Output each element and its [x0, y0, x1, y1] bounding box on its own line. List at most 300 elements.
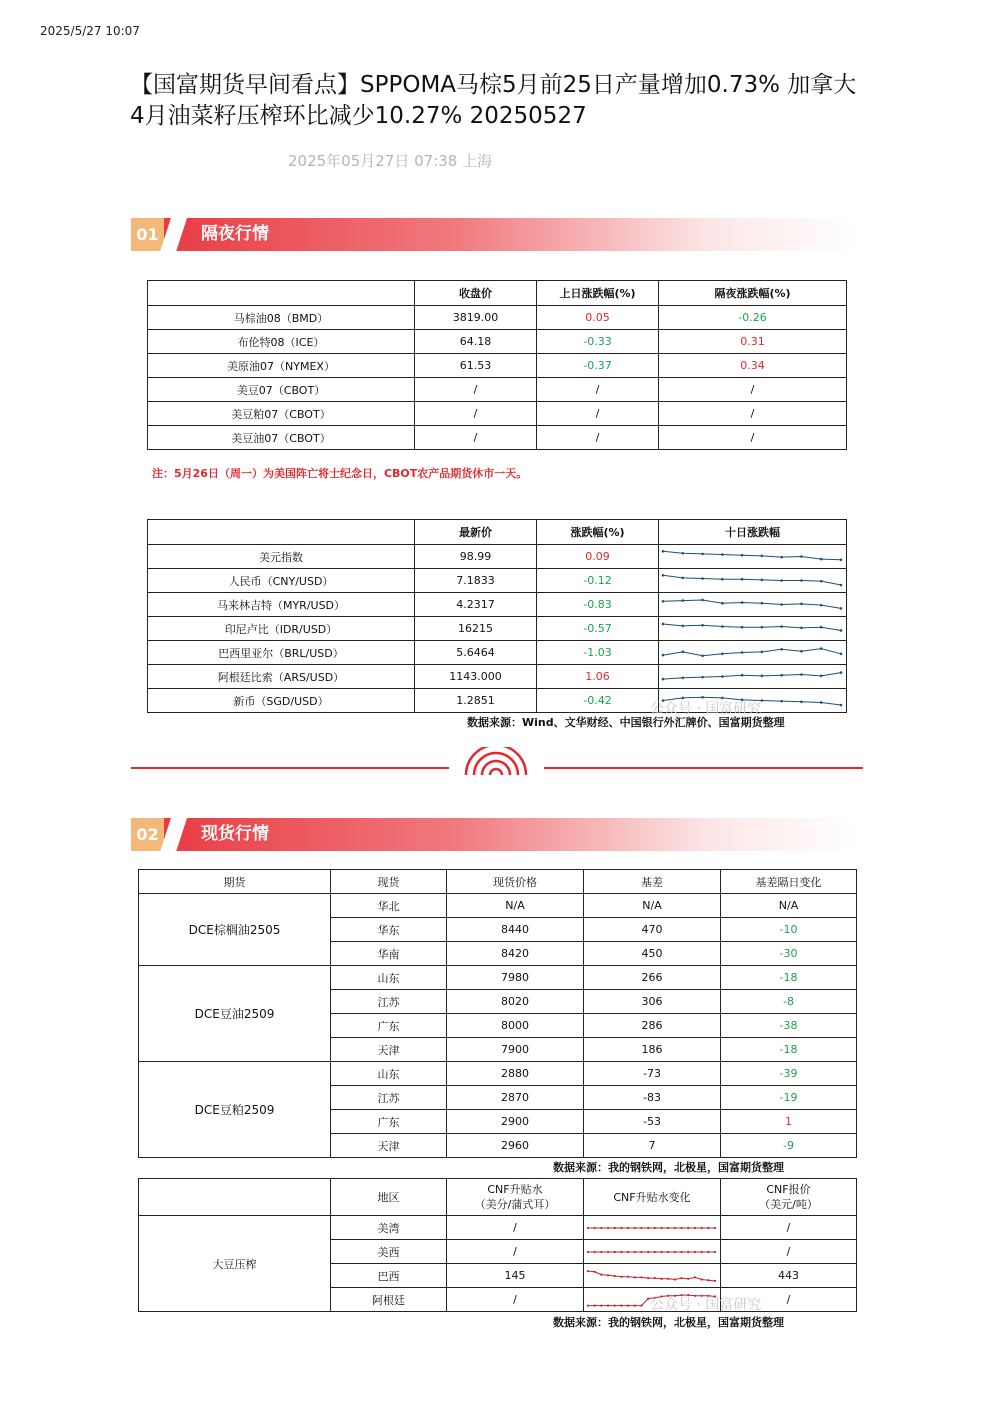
- sparkline-point: [840, 607, 843, 610]
- latest-price-cell: 4.2317: [415, 593, 537, 617]
- night-change-cell: 0.31: [659, 330, 847, 354]
- ten-day-trend-cell: [659, 545, 847, 569]
- sparkline-point: [820, 647, 823, 650]
- sparkline-point: [707, 1279, 709, 1281]
- close-price-cell: /: [415, 402, 537, 426]
- region-cell: 华北: [331, 894, 447, 918]
- basis-change-cell: -18: [721, 966, 857, 990]
- cnf-trend-cell: [584, 1264, 721, 1288]
- sparkline-point: [701, 654, 704, 657]
- sparkline-point: [614, 1250, 616, 1252]
- overnight-table: [147, 280, 847, 450]
- sparkline-point: [594, 1226, 596, 1228]
- header-cell: 地区: [331, 1179, 447, 1216]
- sparkline-point: [687, 1250, 689, 1252]
- section-divider-shape: [160, 818, 187, 851]
- spot-price-cell: 7900: [447, 1038, 584, 1062]
- section-number: 01: [131, 218, 164, 251]
- sparkline-point: [701, 599, 704, 602]
- change-cell: -0.57: [537, 617, 659, 641]
- sparkline-point: [800, 650, 803, 653]
- change-cell: -1.03: [537, 641, 659, 665]
- currency-name-cell: 印尼卢比（IDR/USD）: [148, 617, 415, 641]
- header-cell: 收盘价: [415, 281, 537, 306]
- currency-name-cell: 马来林吉特（MYR/USD）: [148, 593, 415, 617]
- ten-day-trend-cell: [659, 617, 847, 641]
- latest-price-cell: 1.2851: [415, 689, 537, 713]
- cnf-quote-cell: 443: [721, 1264, 857, 1288]
- cnf-source: 数据来源：我的钢铁网，北极星，国富期货整理: [553, 1316, 784, 1329]
- sparkline-point: [800, 579, 803, 582]
- sparkline-point: [654, 1250, 656, 1252]
- spot-price-cell: 8440: [447, 918, 584, 942]
- sparkline-point: [674, 1250, 676, 1252]
- sparkline-point: [681, 577, 684, 580]
- cnf-premium-cell: 145: [447, 1264, 584, 1288]
- latest-price-cell: 7.1833: [415, 569, 537, 593]
- cnf-premium-cell: /: [447, 1216, 584, 1240]
- sparkline: [659, 570, 845, 591]
- spot-price-cell: 8020: [447, 990, 584, 1014]
- prev-change-cell: /: [537, 402, 659, 426]
- sparkline-point: [800, 603, 803, 606]
- table-row: [139, 966, 857, 990]
- region-cell: 江苏: [331, 990, 447, 1014]
- ten-day-trend-cell: [659, 569, 847, 593]
- sparkline-point: [741, 578, 744, 581]
- basis-cell: 450: [584, 942, 721, 966]
- sparkline-point: [780, 648, 783, 651]
- sparkline-point: [614, 1226, 616, 1228]
- header-cell: [148, 520, 415, 545]
- sparkline-point: [681, 651, 684, 654]
- sparkline-point: [662, 623, 665, 626]
- sparkline-point: [647, 1277, 649, 1279]
- sparkline-point: [707, 1226, 709, 1228]
- sparkline-point: [594, 1304, 596, 1306]
- ten-day-trend-cell: [659, 593, 847, 617]
- sparkline-point: [647, 1297, 649, 1299]
- sparkline-point: [614, 1304, 616, 1306]
- header-cell: [139, 1179, 331, 1216]
- sparkline-point: [640, 1250, 642, 1252]
- sparkline-point: [820, 626, 823, 629]
- sparkline-point: [707, 1250, 709, 1252]
- sparkline-point: [594, 1270, 596, 1272]
- sparkline-point: [701, 676, 704, 679]
- instrument-name-cell: 马棕油08（BMD）: [148, 306, 415, 330]
- basis-cell: 306: [584, 990, 721, 1014]
- spot-price-cell: 2880: [447, 1062, 584, 1086]
- table-row: [148, 306, 847, 330]
- sparkline: [659, 594, 845, 615]
- sparkline-line: [588, 1271, 715, 1281]
- currency-name-cell: 人民币（CNY/USD）: [148, 569, 415, 593]
- sparkline-point: [714, 1250, 716, 1252]
- contract-cell: DCE豆油2509: [139, 966, 331, 1062]
- sparkline-point: [600, 1273, 602, 1275]
- basis-change-cell: -19: [721, 1086, 857, 1110]
- basis-cell: 7: [584, 1134, 721, 1158]
- cnf-quote-cell: /: [721, 1216, 857, 1240]
- sparkline-point: [721, 653, 724, 656]
- header-cell: 十日涨跌幅: [659, 520, 847, 545]
- sparkline-point: [694, 1276, 696, 1278]
- sparkline-point: [701, 577, 704, 580]
- sparkline-point: [680, 1226, 682, 1228]
- region-cell: 美湾: [331, 1216, 447, 1240]
- basis-cell: 286: [584, 1014, 721, 1038]
- sparkline-point: [820, 558, 823, 561]
- sparkline-point: [607, 1274, 609, 1276]
- sparkline-point: [634, 1304, 636, 1306]
- sparkline-point: [761, 651, 764, 654]
- sparkline-point: [667, 1250, 669, 1252]
- night-change-cell: /: [659, 378, 847, 402]
- sparkline-point: [761, 579, 764, 582]
- prev-change-cell: 0.05: [537, 306, 659, 330]
- table-row: [139, 1062, 857, 1086]
- sparkline-point: [654, 1226, 656, 1228]
- table-row: [148, 569, 847, 593]
- close-price-cell: 3819.00: [415, 306, 537, 330]
- basis-cell: 266: [584, 966, 721, 990]
- spot-price-cell: 2870: [447, 1086, 584, 1110]
- basis-change-cell: -30: [721, 942, 857, 966]
- sparkline-point: [721, 553, 724, 556]
- watermark-text: 公众号 · 国富研究: [650, 701, 762, 717]
- sparkline-point: [721, 578, 724, 581]
- contract-cell: DCE棕榈油2505: [139, 894, 331, 966]
- sparkline-point: [780, 700, 783, 703]
- sparkline-point: [587, 1250, 589, 1252]
- sparkline-line: [663, 673, 841, 680]
- sparkline-point: [674, 1226, 676, 1228]
- sparkline: [584, 1241, 719, 1263]
- table-row: [139, 894, 857, 918]
- sparkline-point: [840, 653, 843, 656]
- section-label: 现货行情: [201, 824, 269, 844]
- basis-change-cell: -18: [721, 1038, 857, 1062]
- article-title: 【国富期货早间看点】SPPOMA马棕5月前25日产量增加0.73% 加拿大4月油菜籽压榨环比减少10.27% 20250527: [130, 72, 857, 129]
- table-row: [148, 402, 847, 426]
- sparkline-point: [620, 1304, 622, 1306]
- change-cell: 0.09: [537, 545, 659, 569]
- table-row: [148, 593, 847, 617]
- sparkline-point: [681, 625, 684, 628]
- night-change-cell: -0.26: [659, 306, 847, 330]
- sparkline-point: [687, 1226, 689, 1228]
- sparkline-point: [640, 1276, 642, 1278]
- ten-day-trend-cell: [659, 665, 847, 689]
- sparkline-point: [820, 604, 823, 607]
- header-cell: CNF升贴水变化: [584, 1179, 721, 1216]
- sparkline-point: [662, 678, 665, 681]
- sparkline-point: [701, 1250, 703, 1252]
- sparkline-point: [614, 1274, 616, 1276]
- table-row: [148, 330, 847, 354]
- sparkline: [659, 642, 845, 663]
- sparkline-point: [627, 1250, 629, 1252]
- sparkline-line: [663, 551, 841, 559]
- sparkline-point: [800, 701, 803, 704]
- sparkline-point: [714, 1279, 716, 1281]
- contract-cell: DCE豆粕2509: [139, 1062, 331, 1158]
- sparkline-point: [820, 675, 823, 678]
- cnf-trend-cell: [584, 1240, 721, 1264]
- sparkline-point: [627, 1275, 629, 1277]
- sparkline-point: [607, 1250, 609, 1252]
- region-cell: 天津: [331, 1134, 447, 1158]
- sparkline-point: [647, 1250, 649, 1252]
- sparkline-point: [662, 654, 665, 657]
- sparkline-point: [660, 1226, 662, 1228]
- basis-change-cell: 1: [721, 1110, 857, 1134]
- sparkline-point: [600, 1250, 602, 1252]
- ten-day-trend-cell: [659, 641, 847, 665]
- sparkline-point: [587, 1226, 589, 1228]
- sparkline-point: [741, 651, 744, 654]
- close-price-cell: 64.18: [415, 330, 537, 354]
- instrument-name-cell: 美豆粕07（CBOT）: [148, 402, 415, 426]
- sparkline-point: [800, 673, 803, 676]
- sparkline-point: [667, 1226, 669, 1228]
- sparkline-point: [701, 624, 704, 627]
- watermark-text: 公众号 · 国富研究: [650, 1297, 762, 1313]
- instrument-name-cell: 布伦特08（ICE）: [148, 330, 415, 354]
- header-cell: 期货: [139, 870, 331, 894]
- basis-change-cell: -8: [721, 990, 857, 1014]
- sparkline: [659, 618, 845, 639]
- region-cell: 天津: [331, 1038, 447, 1062]
- fx-table: [147, 519, 847, 713]
- sparkline-point: [687, 1277, 689, 1279]
- sparkline-point: [620, 1250, 622, 1252]
- sparkline-point: [780, 625, 783, 628]
- spot-price-cell: 2900: [447, 1110, 584, 1134]
- sparkline-point: [627, 1304, 629, 1306]
- basis-cell: 186: [584, 1038, 721, 1062]
- night-change-cell: /: [659, 426, 847, 450]
- section-number: 02: [131, 818, 164, 851]
- sparkline-point: [660, 1250, 662, 1252]
- sparkline-line: [663, 649, 841, 656]
- sparkline-point: [607, 1226, 609, 1228]
- latest-price-cell: 16215: [415, 617, 537, 641]
- spot-price-cell: N/A: [447, 894, 584, 918]
- sparkline-point: [741, 626, 744, 629]
- sparkline-line: [663, 575, 841, 585]
- sparkline-line: [663, 624, 841, 631]
- sparkline-point: [721, 675, 724, 678]
- cloud-ornament-icon: [462, 747, 530, 777]
- region-cell: 山东: [331, 966, 447, 990]
- sparkline-point: [634, 1276, 636, 1278]
- sparkline-point: [587, 1304, 589, 1306]
- header-cell: CNF升贴水 （美分/蒲式耳）: [447, 1179, 584, 1216]
- cnf-premium-cell: /: [447, 1240, 584, 1264]
- latest-price-cell: 1143.000: [415, 665, 537, 689]
- close-price-cell: /: [415, 378, 537, 402]
- latest-price-cell: 98.99: [415, 545, 537, 569]
- cnf-quote-cell: /: [721, 1240, 857, 1264]
- instrument-name-cell: 美豆07（CBOT）: [148, 378, 415, 402]
- header-cell: 现货价格: [447, 870, 584, 894]
- section-divider-shape: [160, 218, 187, 251]
- section-label: 隔夜行情: [201, 224, 269, 244]
- sparkline-point: [780, 556, 783, 559]
- divider-right: [544, 767, 863, 769]
- sparkline-line: [663, 600, 841, 608]
- change-cell: -0.42: [537, 689, 659, 713]
- sparkline-point: [634, 1226, 636, 1228]
- region-cell: 美西: [331, 1240, 447, 1264]
- prev-change-cell: /: [537, 426, 659, 450]
- fx-source: 数据来源：Wind、文华财经、中国银行外汇牌价、国富期货整理: [467, 716, 785, 729]
- region-cell: 华东: [331, 918, 447, 942]
- article-meta: 2025年05月27日 07:38 上海: [288, 152, 493, 170]
- sparkline: [584, 1217, 719, 1239]
- cnf-premium-cell: /: [447, 1288, 584, 1312]
- latest-price-cell: 5.6464: [415, 641, 537, 665]
- sparkline: [659, 666, 845, 687]
- close-price-cell: 61.53: [415, 354, 537, 378]
- sparkline-point: [701, 553, 704, 556]
- sparkline-point: [620, 1275, 622, 1277]
- close-price-cell: /: [415, 426, 537, 450]
- sparkline-point: [674, 1278, 676, 1280]
- table-row: [148, 426, 847, 450]
- sparkline: [584, 1265, 719, 1287]
- table-row: [148, 617, 847, 641]
- region-cell: 巴西: [331, 1264, 447, 1288]
- spot-price-cell: 8000: [447, 1014, 584, 1038]
- sparkline-point: [594, 1250, 596, 1252]
- table-row: [139, 1216, 857, 1240]
- cnf-trend-cell: [584, 1216, 721, 1240]
- basis-cell: 470: [584, 918, 721, 942]
- sparkline-point: [662, 550, 665, 553]
- sparkline-point: [714, 1226, 716, 1228]
- basis-change-cell: -38: [721, 1014, 857, 1038]
- sparkline-point: [840, 558, 843, 561]
- basis-change-cell: N/A: [721, 894, 857, 918]
- sparkline-point: [654, 1277, 656, 1279]
- change-cell: -0.12: [537, 569, 659, 593]
- sparkline-point: [640, 1226, 642, 1228]
- header-cell: CNF报价 （美元/吨）: [721, 1179, 857, 1216]
- cnf-table: [138, 1178, 857, 1312]
- holiday-note: 注：5月26日（周一）为美国阵亡将士纪念日，CBOT农产品期货休市一天。: [152, 467, 528, 480]
- sparkline-point: [840, 704, 843, 707]
- sparkline-point: [721, 625, 724, 628]
- sparkline-point: [627, 1226, 629, 1228]
- change-cell: -0.83: [537, 593, 659, 617]
- header-cell: 上日涨跌幅(%): [537, 281, 659, 306]
- sparkline-point: [701, 1278, 703, 1280]
- night-change-cell: 0.34: [659, 354, 847, 378]
- basis-change-cell: -10: [721, 918, 857, 942]
- table-row: [148, 354, 847, 378]
- basis-cell: -83: [584, 1086, 721, 1110]
- sparkline-point: [681, 599, 684, 602]
- sparkline-point: [694, 1226, 696, 1228]
- sparkline-point: [701, 1226, 703, 1228]
- sparkline-point: [820, 701, 823, 704]
- spot-source: 数据来源：我的钢铁网，北极星，国富期货整理: [553, 1161, 784, 1174]
- table-row: [148, 545, 847, 569]
- sparkline-point: [587, 1270, 589, 1272]
- sparkline-point: [600, 1304, 602, 1306]
- sparkline-point: [600, 1226, 602, 1228]
- sparkline-point: [800, 555, 803, 558]
- sparkline-point: [800, 627, 803, 630]
- sparkline-point: [721, 602, 724, 605]
- sparkline-point: [640, 1304, 642, 1306]
- prev-change-cell: -0.33: [537, 330, 659, 354]
- currency-name-cell: 美元指数: [148, 545, 415, 569]
- basis-cell: N/A: [584, 894, 721, 918]
- divider-left: [131, 767, 449, 769]
- header-cell: 最新价: [415, 520, 537, 545]
- sparkline-point: [741, 601, 744, 604]
- prev-change-cell: /: [537, 378, 659, 402]
- header-cell: 现货: [331, 870, 447, 894]
- section-header-spot: [131, 818, 856, 851]
- sparkline-point: [761, 555, 764, 558]
- sparkline-point: [741, 554, 744, 557]
- night-change-cell: /: [659, 402, 847, 426]
- region-cell: 阿根廷: [331, 1288, 447, 1312]
- sparkline-point: [840, 671, 843, 674]
- spot-price-cell: 8420: [447, 942, 584, 966]
- change-cell: 1.06: [537, 665, 659, 689]
- region-cell: 江苏: [331, 1086, 447, 1110]
- header-cell: [148, 281, 415, 306]
- prev-change-cell: -0.37: [537, 354, 659, 378]
- cnf-quote-cell: /: [721, 1288, 857, 1312]
- sparkline-point: [647, 1226, 649, 1228]
- region-cell: 山东: [331, 1062, 447, 1086]
- sparkline-point: [680, 1277, 682, 1279]
- print-timestamp: 2025/5/27 10:07: [40, 24, 140, 38]
- basis-change-cell: -39: [721, 1062, 857, 1086]
- header-cell: 基差: [584, 870, 721, 894]
- region-cell: 广东: [331, 1014, 447, 1038]
- sparkline-point: [741, 674, 744, 677]
- basis-change-cell: -9: [721, 1134, 857, 1158]
- header-cell: 涨跌幅(%): [537, 520, 659, 545]
- sparkline-point: [662, 574, 665, 577]
- spot-table: [138, 869, 857, 1158]
- region-cell: 广东: [331, 1110, 447, 1134]
- instrument-name-cell: 美原油07（NYMEX）: [148, 354, 415, 378]
- sparkline-point: [761, 675, 764, 678]
- table-row: [148, 665, 847, 689]
- table-row: [148, 641, 847, 665]
- currency-name-cell: 新币（SGD/USD）: [148, 689, 415, 713]
- sparkline-point: [780, 603, 783, 606]
- currency-name-cell: 阿根廷比索（ARS/USD）: [148, 665, 415, 689]
- sparkline-point: [761, 602, 764, 605]
- region-cell: 华南: [331, 942, 447, 966]
- header-cell: 基差隔日变化: [721, 870, 857, 894]
- spot-price-cell: 7980: [447, 966, 584, 990]
- sparkline-point: [780, 674, 783, 677]
- sparkline-point: [681, 552, 684, 555]
- sparkline-point: [620, 1226, 622, 1228]
- section-header-overnight: [131, 218, 856, 251]
